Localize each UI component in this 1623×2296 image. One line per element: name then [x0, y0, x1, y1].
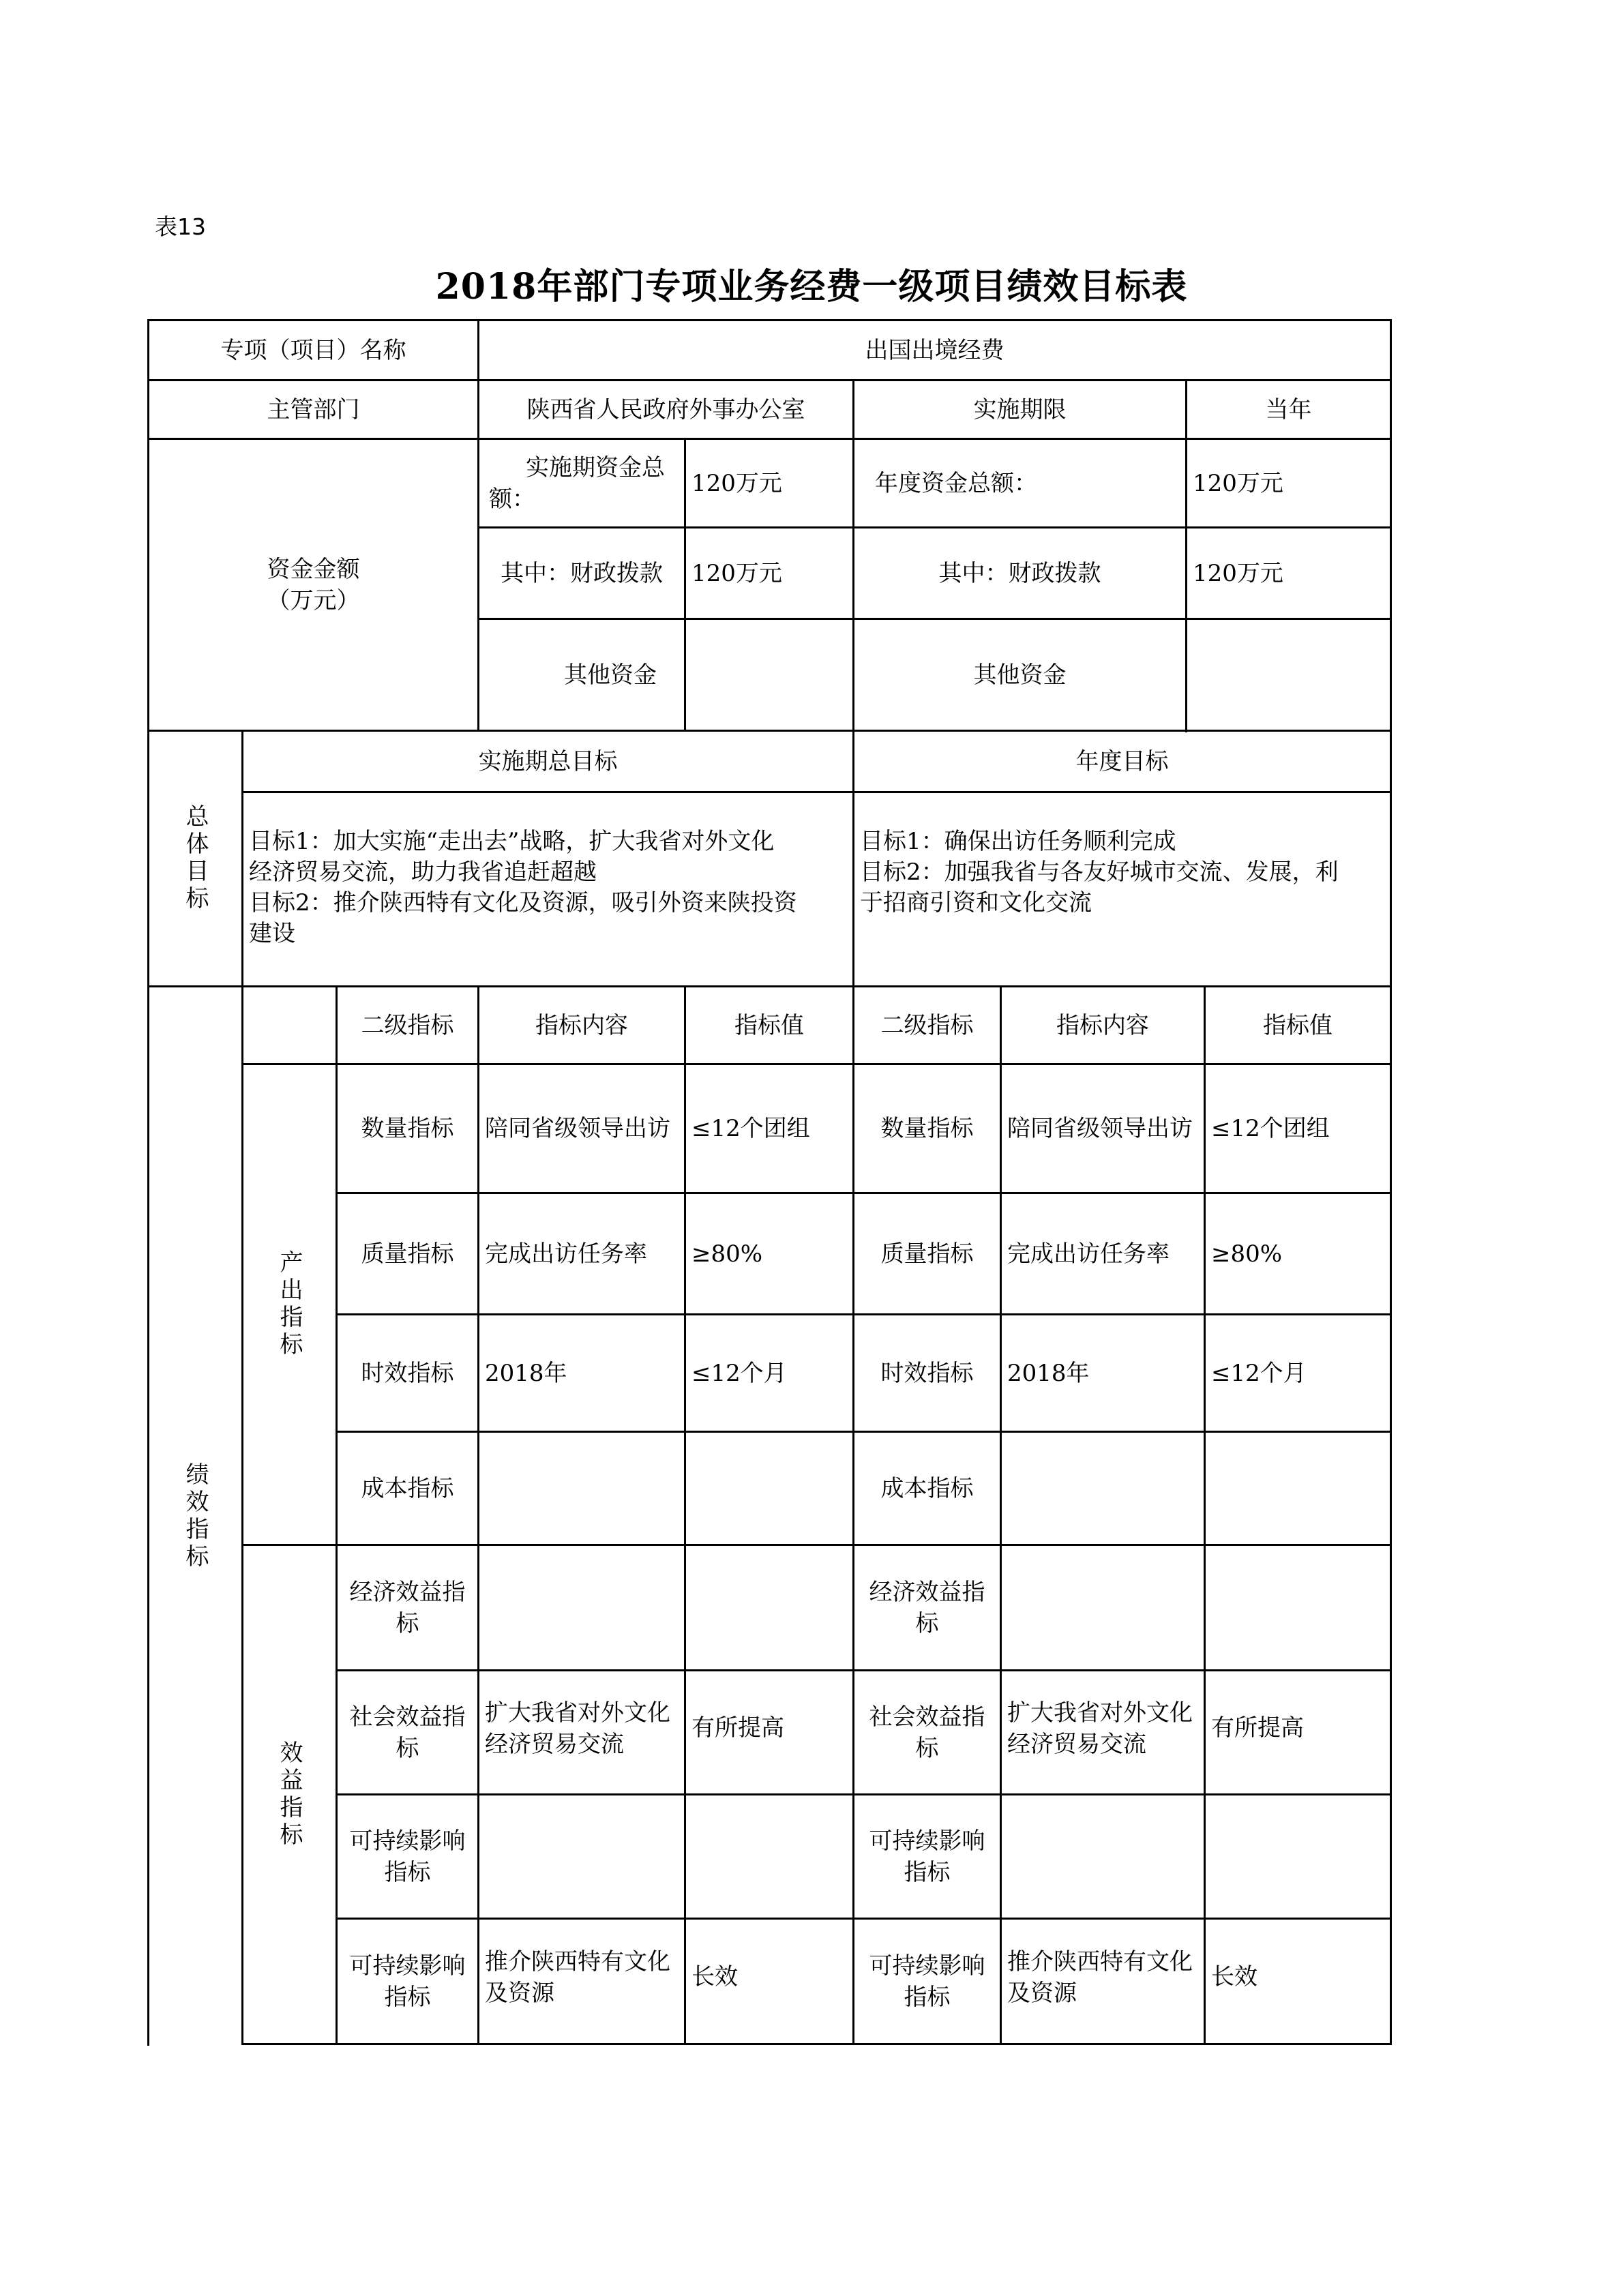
indicator-content-b-cell: 推介陕西特有文化及资源: [1007, 1948, 1193, 2007]
annual-total-label: 年度资金总额：: [875, 469, 1037, 497]
output-indicator-label: 产出指标: [276, 1250, 303, 1359]
indicator-value-cell: 有所提高: [691, 1714, 784, 1742]
indicator-content-b-cell: 陪同省级领导出访: [1007, 1115, 1193, 1142]
indicator-value-cell: ≥80%: [691, 1240, 763, 1268]
indicator-content-b-cell: 完成出访任务率: [1007, 1240, 1170, 1268]
indicator-l2-cell: 质量指标: [361, 1240, 454, 1268]
indicator-content-cell: 扩大我省对外文化经济贸易交流: [485, 1699, 670, 1758]
col-level2-header-annual: 二级指标: [880, 1011, 974, 1039]
funds-label-line1: 资金金额: [267, 555, 360, 583]
indicator-l2-cell: 社会效益指标: [349, 1703, 466, 1762]
project-name-value: 出国出境经费: [865, 336, 1004, 364]
annual-fiscal-label: 其中：财政拨款: [938, 559, 1101, 587]
indicator-value-b-cell: [1206, 1795, 1390, 1918]
indicator-l2b-cell: 数量指标: [880, 1115, 974, 1142]
annual-goal-text: [854, 826, 1390, 983]
document-title: 2018年部门专项业务经费一级项目绩效目标表: [435, 266, 1188, 308]
indicator-l2b-cell: 社会效益指标: [869, 1703, 985, 1762]
col-value-header-annual: 指标值: [1263, 1011, 1332, 1039]
fiscal-label: 其中：财政拨款: [501, 559, 663, 587]
annual-fiscal-value: 120万元: [1193, 559, 1283, 587]
fiscal-value: 120万元: [691, 559, 782, 587]
indicator-l2-cell: 数量指标: [361, 1115, 454, 1142]
department-label: 主管部门: [267, 396, 360, 423]
indicator-content-cell: [479, 1546, 684, 1669]
indicator-value-cell: [686, 1433, 852, 1544]
indicator-content-cell: 2018年: [485, 1359, 567, 1387]
indicator-l2b-cell: 可持续影响指标: [869, 1952, 985, 2011]
annual-goal-line: 于招商引资和文化交流: [860, 889, 1092, 916]
indicator-content-cell: [479, 1795, 684, 1918]
performance-indicator-label: 绩效指标: [181, 1461, 209, 1571]
period-goal-header: 实施期总目标: [478, 747, 618, 775]
indicator-value-cell: [686, 1546, 852, 1669]
indicator-content-b-cell: [1002, 1795, 1204, 1918]
col-content-header-annual: 指标内容: [1056, 1011, 1149, 1039]
indicator-l2-cell: 成本指标: [361, 1474, 454, 1502]
total-funds-label-line1: 实施期资金总: [526, 453, 665, 481]
col-level2-header: 二级指标: [361, 1011, 454, 1039]
project-name-label: 专项（项目）名称: [220, 336, 406, 364]
indicator-content-cell: 陪同省级领导出访: [485, 1115, 670, 1142]
indicator-value-b-cell: 长效: [1211, 1963, 1257, 1991]
annual-total-value: 120万元: [1193, 469, 1283, 497]
period-goal-text: [243, 826, 852, 983]
table-number: 表13: [155, 213, 206, 240]
indicator-value-b-cell: [1206, 1546, 1390, 1669]
overall-goal-label: 总体目标: [181, 804, 209, 913]
period-goal-line: 经济贸易交流，助力我省追赶超越: [249, 859, 597, 886]
total-funds-label: [479, 440, 684, 526]
total-funds-value: 120万元: [691, 469, 782, 497]
funds-label-line2: （万元）: [267, 586, 360, 614]
indicator-content-b-cell: [1002, 1546, 1204, 1669]
annual-goal-header: 年度目标: [1075, 747, 1169, 775]
indicator-l2-cell: 时效指标: [361, 1359, 454, 1387]
period-goal-line: 目标1：加大实施“走出去”战略，扩大我省对外文化: [249, 828, 775, 855]
indicator-content-cell: 推介陕西特有文化及资源: [485, 1948, 670, 2007]
indicator-value-cell: 长效: [691, 1963, 738, 1991]
annual-goal-line: 目标1：确保出访任务顺利完成: [860, 828, 1176, 855]
indicator-l2b-cell: 质量指标: [880, 1240, 974, 1268]
indicator-value-cell: ≤12个月: [691, 1359, 787, 1387]
period-label: 实施期限: [973, 396, 1067, 423]
indicator-value-b-cell: ≤12个团组: [1211, 1115, 1330, 1142]
period-goal-line: 建设: [249, 920, 295, 947]
benefit-indicator-label: 效益指标: [276, 1740, 303, 1849]
indicator-l2-cell: 可持续影响指标: [349, 1827, 466, 1886]
indicator-value-cell: ≤12个团组: [691, 1115, 810, 1142]
total-funds-label-line2: 额：: [489, 485, 535, 513]
indicator-content-cell: [479, 1433, 684, 1544]
period-value: 当年: [1265, 396, 1312, 423]
period-goal-line: 目标2：推介陕西特有文化及资源，吸引外资来陕投资: [249, 889, 797, 916]
indicator-content-b-cell: 扩大我省对外文化经济贸易交流: [1007, 1699, 1193, 1758]
indicator-value-cell: [686, 1795, 852, 1918]
indicator-l2b-cell: 可持续影响指标: [869, 1827, 985, 1886]
indicator-l2b-cell: 经济效益指标: [869, 1578, 985, 1637]
department-value: 陕西省人民政府外事办公室: [526, 396, 805, 423]
indicator-content-b-cell: 2018年: [1007, 1359, 1090, 1387]
indicator-content-b-cell: [1002, 1433, 1204, 1544]
annual-other-funds-label: 其他资金: [973, 661, 1067, 689]
indicator-value-b-cell: 有所提高: [1211, 1714, 1304, 1742]
col-value-header: 指标值: [734, 1011, 804, 1039]
indicator-l2-cell: 经济效益指标: [349, 1578, 466, 1637]
indicator-l2b-cell: 成本指标: [880, 1474, 974, 1502]
indicator-l2-cell: 可持续影响指标: [349, 1952, 466, 2011]
indicator-value-b-cell: [1206, 1433, 1390, 1544]
funds-label: [149, 440, 477, 730]
col-content-header: 指标内容: [535, 1011, 628, 1039]
indicator-l2b-cell: 时效指标: [880, 1359, 974, 1387]
indicator-value-b-cell: ≤12个月: [1211, 1359, 1307, 1387]
annual-goal-line: 目标2：加强我省与各友好城市交流、发展，利: [860, 859, 1339, 886]
indicator-content-cell: 完成出访任务率: [485, 1240, 647, 1268]
other-funds-label: 其他资金: [564, 661, 657, 689]
indicator-value-b-cell: ≥80%: [1211, 1240, 1283, 1268]
